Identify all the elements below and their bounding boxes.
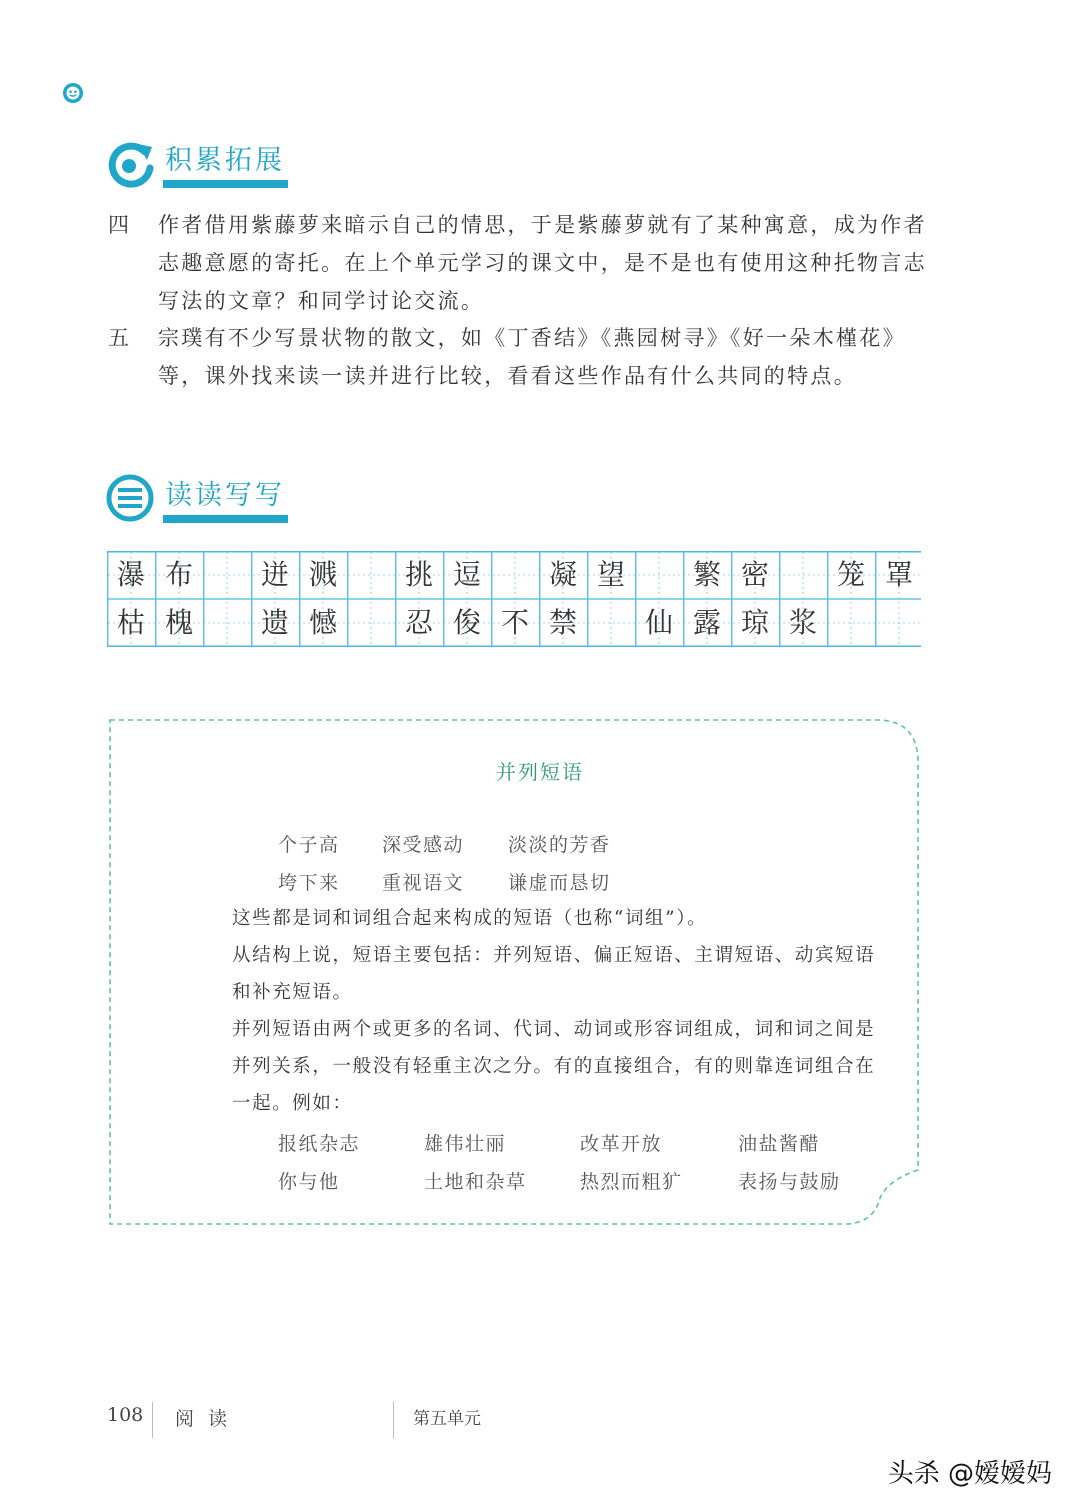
exercise-item-4 [108,206,928,320]
example-phrase: 重视语文 [382,872,465,894]
grid-character: 迸 [260,558,289,591]
grid-character: 逗 [452,558,481,591]
smiley-icon [62,82,84,104]
grid-character: 罩 [884,558,913,591]
box-paragraph-2 [190,937,880,1011]
grid-character: 布 [164,558,193,591]
footer-divider [152,1402,153,1438]
grid-character: 挑 [404,558,433,591]
item-text: 作者借用紫藤萝来暗示自己的情思，于是紫藤萝就有了某种寓意，成为作者志趣意愿的寄托。在上个单元学习的课文中，是不是也有使用这种托物言志写法的文章？和同学讨论交流。 [158,213,927,313]
grid-character: 浆 [788,606,817,639]
grid-character: 溅 [308,558,337,591]
grid-character: 槐 [164,606,193,639]
item-number: 五 [108,326,132,350]
box-paragraph-1 [190,900,880,937]
example-phrase: 报纸杂志 [278,1133,361,1155]
grid-character: 禁 [548,606,577,639]
grid-character: 笼 [836,558,865,591]
grid-character: 忍 [404,606,433,639]
paragraph-text: 并列短语由两个或更多的名词、代词、动词或形容词组成，词和词之间是并列关系，一般没有轻重主次之分。有的直接组合，有的则靠连词组合在一起。例如： [232,1019,876,1114]
grid-character: 琼 [740,606,769,639]
section-title: 积累拓展 [165,145,285,176]
example-phrase: 改革开放 [580,1133,663,1155]
grid-character: 露 [692,606,721,639]
title-underline [163,180,288,188]
refresh-arrow-icon [105,138,157,190]
page-number: 108 [107,1404,144,1426]
grid-character: 繁 [692,558,721,591]
example-phrase: 深受感动 [382,834,465,856]
example-phrase: 谦虚而恳切 [508,872,611,894]
example-phrase: 淡淡的芳香 [508,834,611,856]
example-phrase: 个子高 [278,834,340,856]
grid-character: 遗 [260,606,289,639]
example-phrase: 油盐酱醋 [738,1133,821,1155]
title-underline [163,515,288,523]
example-phrase: 土地和杂草 [424,1171,527,1193]
paragraph-text: 这些都是词和词组合起来构成的短语（也称“词组”）。 [232,908,708,929]
watermark-caption: 头杀 @嫒嫒妈 [887,1459,1052,1489]
example-phrase: 雄伟壮丽 [424,1133,507,1155]
footer-divider [393,1402,394,1438]
grid-character: 瀑 [116,558,145,591]
grid-character: 望 [596,558,625,591]
info-box-title: 并列短语 [496,760,584,784]
footer-section: 阅 读 [175,1408,232,1430]
grid-character: 枯 [116,606,145,639]
item-number: 四 [108,213,132,237]
grid-character: 仙 [644,606,673,639]
item-text: 宗璞有不少写景状物的散文，如《丁香结》《燕园树寻》《好一朵木槿花》等，课外找来读一读并进行比较，看看这些作品有什么共同的特点。 [158,326,906,388]
example-phrase: 热烈而粗犷 [580,1171,683,1193]
menu-lines-icon [105,473,155,523]
writing-grid [107,551,921,649]
example-phrase: 你与他 [278,1171,340,1193]
grid-character: 俊 [452,606,481,639]
example-phrase: 表扬与鼓励 [738,1171,841,1193]
grid-character: 憾 [308,606,337,639]
box-paragraph-3 [190,1011,880,1122]
paragraph-text: 从结构上说，短语主要包括：并列短语、偏正短语、主谓短语、动宾短语和补充短语。 [232,945,876,1003]
footer-unit: 第五单元 [413,1409,481,1429]
grid-character: 凝 [548,558,577,591]
exercise-item-5 [108,319,928,395]
grid-character: 不 [500,606,529,639]
section-title: 读读写写 [165,480,285,511]
grid-character: 密 [740,558,769,591]
example-phrase: 垮下来 [278,872,340,894]
section-header-read-write [105,473,425,553]
